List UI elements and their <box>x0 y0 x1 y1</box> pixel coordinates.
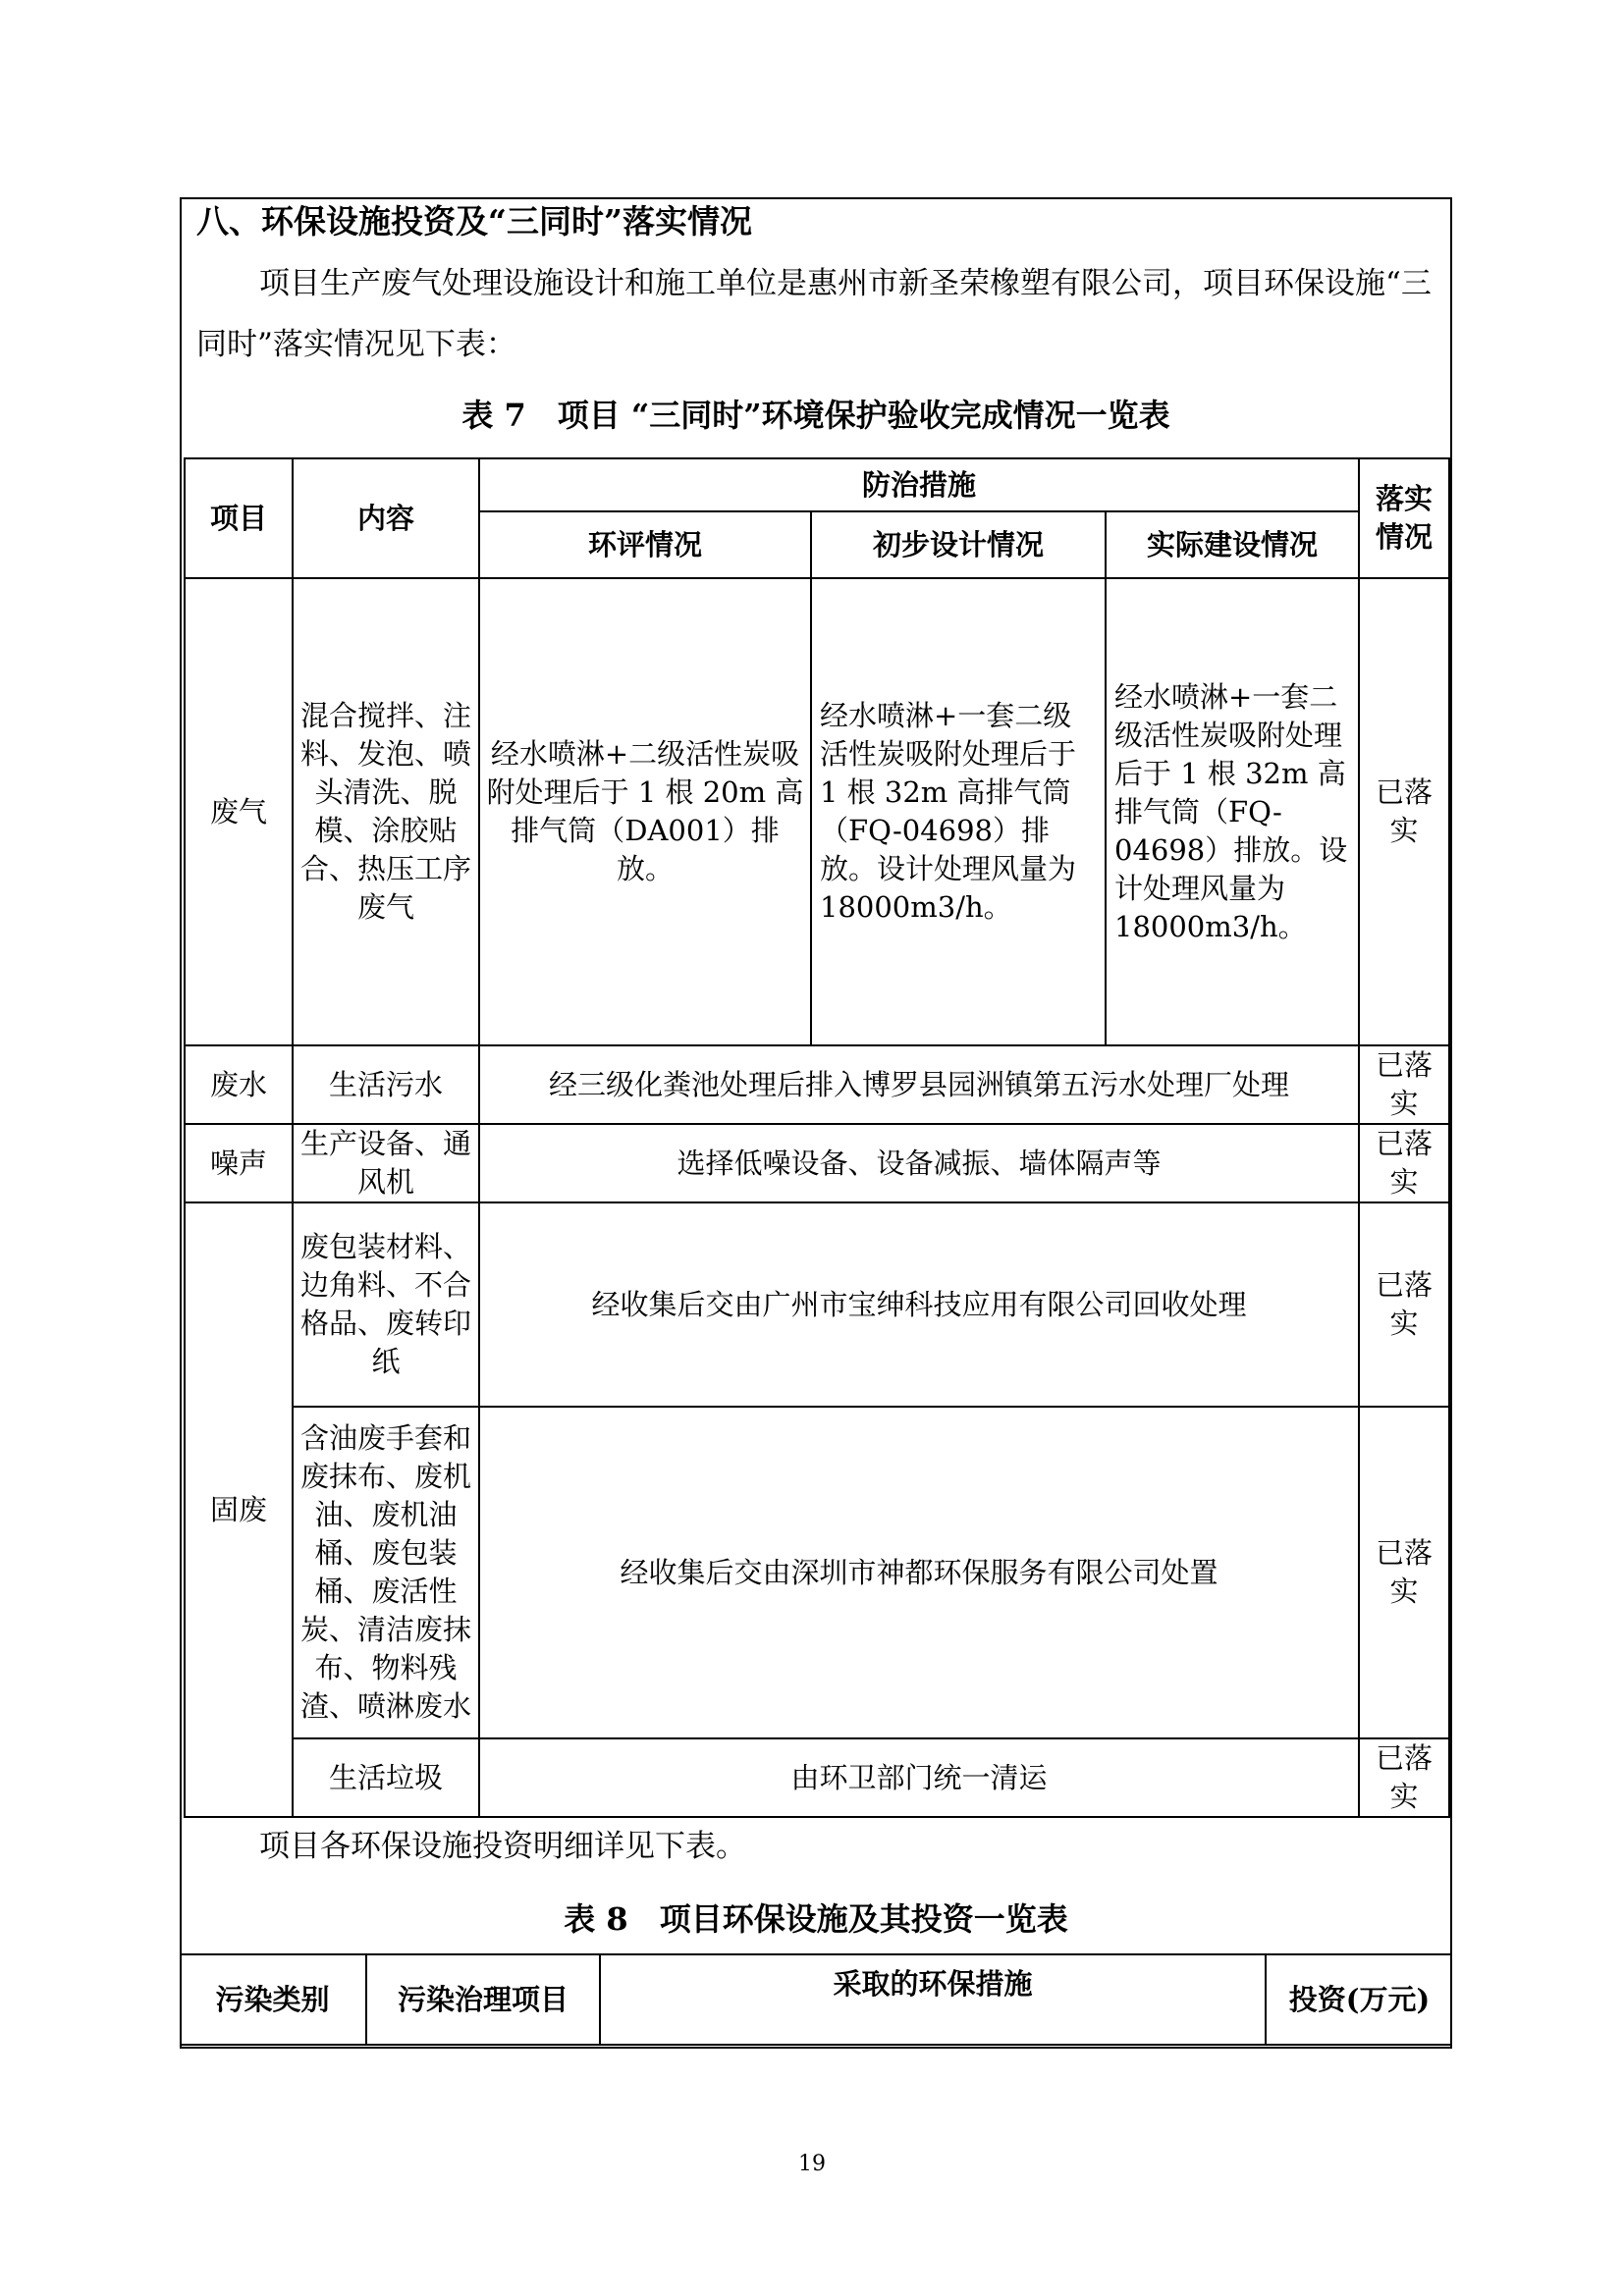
row-item: 噪声 <box>185 1124 293 1202</box>
header-prelim: 初步设计情况 <box>811 511 1106 578</box>
row-measure: 经三级化粪池处理后排入博罗县园洲镇第五污水处理厂处理 <box>479 1045 1359 1124</box>
table8-caption: 表 8 项目环保设施及其投资一览表 <box>564 1900 1068 1938</box>
header-measures: 防治措施 <box>479 458 1359 511</box>
header-project: 污染治理项目 <box>366 1954 600 2045</box>
after-paragraph: 项目各环保设施投资明细详见下表。 <box>259 1829 746 1864</box>
row-status: 已落实 <box>1359 578 1449 1045</box>
row-status: 已落实 <box>1359 1045 1449 1124</box>
table-row <box>185 578 1449 1045</box>
row-content: 含油废手套和废抹布、废机油、废机油桶、废包装桶、废活性炭、清洁废抹布、物料残渣、喷淋废水 <box>293 1407 479 1738</box>
table7 <box>184 457 1450 1818</box>
row-status: 已落实 <box>1359 1407 1449 1738</box>
header-status: 落实情况 <box>1359 458 1449 578</box>
row-content: 生活垃圾 <box>293 1738 479 1817</box>
header-env-measures: 采取的环保措施 <box>600 1954 1266 2045</box>
header-category: 污染类别 <box>180 1954 366 2045</box>
section-title: 八、环保设施投资及“三同时”落实情况 <box>196 202 752 240</box>
row-status: 已落实 <box>1359 1202 1449 1407</box>
row-measure: 经收集后交由深圳市神都环保服务有限公司处置 <box>479 1407 1359 1738</box>
row-eia: 经水喷淋+二级活性炭吸附处理后于 1 根 20m 高排气筒（DA001）排放。 <box>479 578 811 1045</box>
page-number: 19 <box>798 2152 826 2176</box>
table-row <box>185 1202 1449 1407</box>
row-item: 固废 <box>185 1202 293 1817</box>
table-row <box>185 1738 1449 1817</box>
header-actual: 实际建设情况 <box>1106 511 1359 578</box>
header-eia: 环评情况 <box>479 511 811 578</box>
table8 <box>180 1953 1452 2046</box>
table-row <box>185 1407 1449 1738</box>
row-content: 生活污水 <box>293 1045 479 1124</box>
table-row <box>185 1124 1449 1202</box>
row-actual: 经水喷淋+一套二级活性炭吸附处理后于 1 根 32m 高排气筒（FQ-04698）排放。设计处理风量为 18000m3/h。 <box>1106 578 1359 1045</box>
row-status: 已落实 <box>1359 1738 1449 1817</box>
header-item: 项目 <box>185 458 293 578</box>
row-content: 废包装材料、边角料、不合格品、废转印纸 <box>293 1202 479 1407</box>
header-investment: 投资(万元) <box>1266 1954 1452 2045</box>
row-measure: 由环卫部门统一清运 <box>479 1738 1359 1817</box>
row-measure: 经收集后交由广州市宝绅科技应用有限公司回收处理 <box>479 1202 1359 1407</box>
row-status: 已落实 <box>1359 1124 1449 1202</box>
table-row <box>185 1045 1449 1124</box>
row-content: 生产设备、通风机 <box>293 1124 479 1202</box>
row-item: 废气 <box>185 578 293 1045</box>
row-item: 废水 <box>185 1045 293 1124</box>
row-prelim: 经水喷淋+一套二级活性炭吸附处理后于 1 根 32m 高排气筒（FQ-04698）排放。设计处理风量为 18000m3/h。 <box>811 578 1106 1045</box>
row-measure: 选择低噪设备、设备减振、墙体隔声等 <box>479 1124 1359 1202</box>
table7-caption: 表 7 项目 “三同时”环境保护验收完成情况一览表 <box>461 397 1170 434</box>
header-content: 内容 <box>293 458 479 578</box>
row-content: 混合搅拌、注料、发泡、喷头清洗、脱模、涂胶贴合、热压工序废气 <box>293 578 479 1045</box>
intro-paragraph: 项目生产废气处理设施设计和施工单位是惠州市新圣荣橡塑有限公司，项目环保设施“三同时”落实情况见下表： <box>196 266 1432 362</box>
